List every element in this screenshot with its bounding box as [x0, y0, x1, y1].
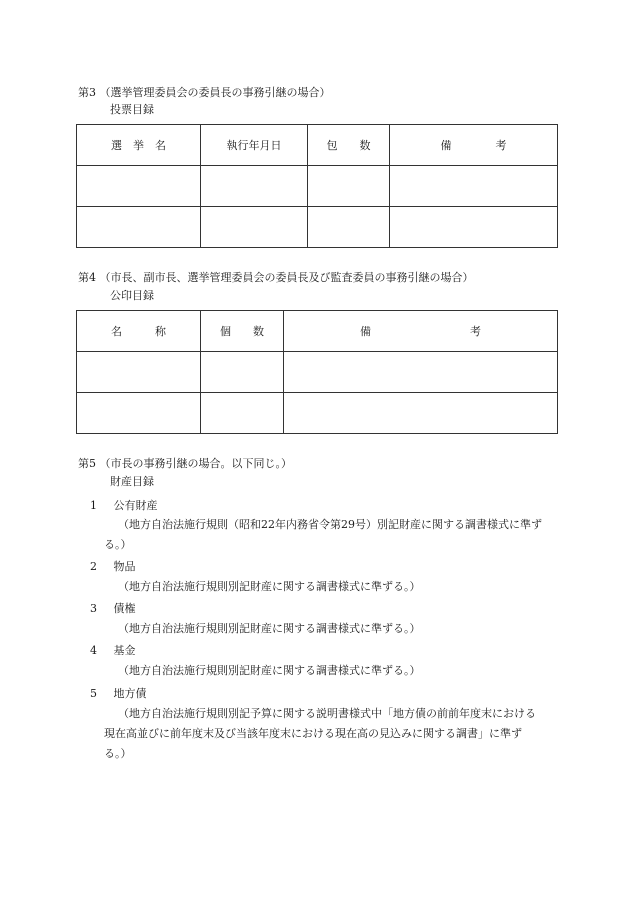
table-cell — [201, 352, 284, 393]
property-item — [90, 558, 136, 574]
column-header-name: 名 称 — [77, 311, 201, 352]
section-3-subtitle: 投票目録 — [110, 103, 154, 116]
table-cell — [201, 166, 308, 207]
property-item — [90, 685, 147, 701]
item-description-line: （地方自治法施行規則別記予算に関する説明書様式中「地方債の前前年度末における — [118, 707, 536, 720]
item-number: 1 — [90, 499, 97, 512]
item-description-line: （地方自治法施行規則別記財産に関する調書様式に準ずる。） — [118, 622, 421, 635]
section-3-heading: 第3 （選挙管理委員会の委員長の事務引継の場合） — [78, 86, 331, 99]
table-cell — [77, 166, 201, 207]
item-number: 3 — [90, 602, 97, 615]
table-cell — [201, 393, 284, 434]
item-title: 地方債 — [113, 687, 147, 700]
column-header-election-name: 選 挙 名 — [77, 125, 201, 166]
table-cell — [77, 207, 201, 248]
section-4-heading: 第4 （市長、副市長、選挙管理委員会の委員長及び監査委員の事務引継の場合） — [78, 271, 474, 284]
table-cell — [77, 393, 201, 434]
table-row — [77, 393, 558, 434]
item-number: 5 — [90, 687, 97, 700]
section-5-subtitle: 財産目録 — [110, 475, 154, 488]
column-header-remarks: 備 考 — [284, 311, 558, 352]
table-cell — [390, 166, 558, 207]
item-title: 公有財産 — [113, 499, 158, 512]
table-row — [77, 352, 558, 393]
table-row — [77, 207, 558, 248]
item-number: 4 — [90, 644, 97, 657]
table-header-row — [77, 311, 558, 352]
item-description-line: る。） — [104, 538, 132, 551]
item-title: 債権 — [113, 602, 136, 615]
item-description-line: る。） — [104, 747, 132, 760]
table-cell — [284, 393, 558, 434]
table-cell — [308, 207, 390, 248]
item-description-line: （地方自治法施行規則別記財産に関する調書様式に準ずる。） — [118, 580, 421, 593]
item-description-line: （地方自治法施行規則別記財産に関する調書様式に準ずる。） — [118, 664, 421, 677]
ballot-table — [76, 124, 558, 248]
property-item — [90, 497, 158, 513]
property-item — [90, 642, 136, 658]
column-header-quantity: 個 数 — [201, 311, 284, 352]
property-item — [90, 600, 136, 616]
table-cell — [284, 352, 558, 393]
column-header-package-count: 包 数 — [308, 125, 390, 166]
table-cell — [390, 207, 558, 248]
seal-table — [76, 310, 558, 434]
item-description-line: 現在高並びに前年度末及び当該年度末における現在高の見込みに関する調書」に準ず — [104, 727, 522, 740]
table-cell — [77, 352, 201, 393]
column-header-execution-date: 執行年月日 — [201, 125, 308, 166]
item-title: 基金 — [113, 644, 136, 657]
table-cell — [308, 166, 390, 207]
item-title: 物品 — [113, 560, 136, 573]
table-header-row — [77, 125, 558, 166]
table-cell — [201, 207, 308, 248]
column-header-remarks: 備 考 — [390, 125, 558, 166]
section-5-heading: 第5 （市長の事務引継の場合。以下同じ。） — [78, 457, 292, 470]
section-4-subtitle: 公印目録 — [110, 289, 154, 302]
item-description-line: （地方自治法施行規則（昭和22年内務省令第29号）別記財産に関する調書様式に準ず — [118, 518, 542, 531]
item-number: 2 — [90, 560, 97, 573]
table-row — [77, 166, 558, 207]
